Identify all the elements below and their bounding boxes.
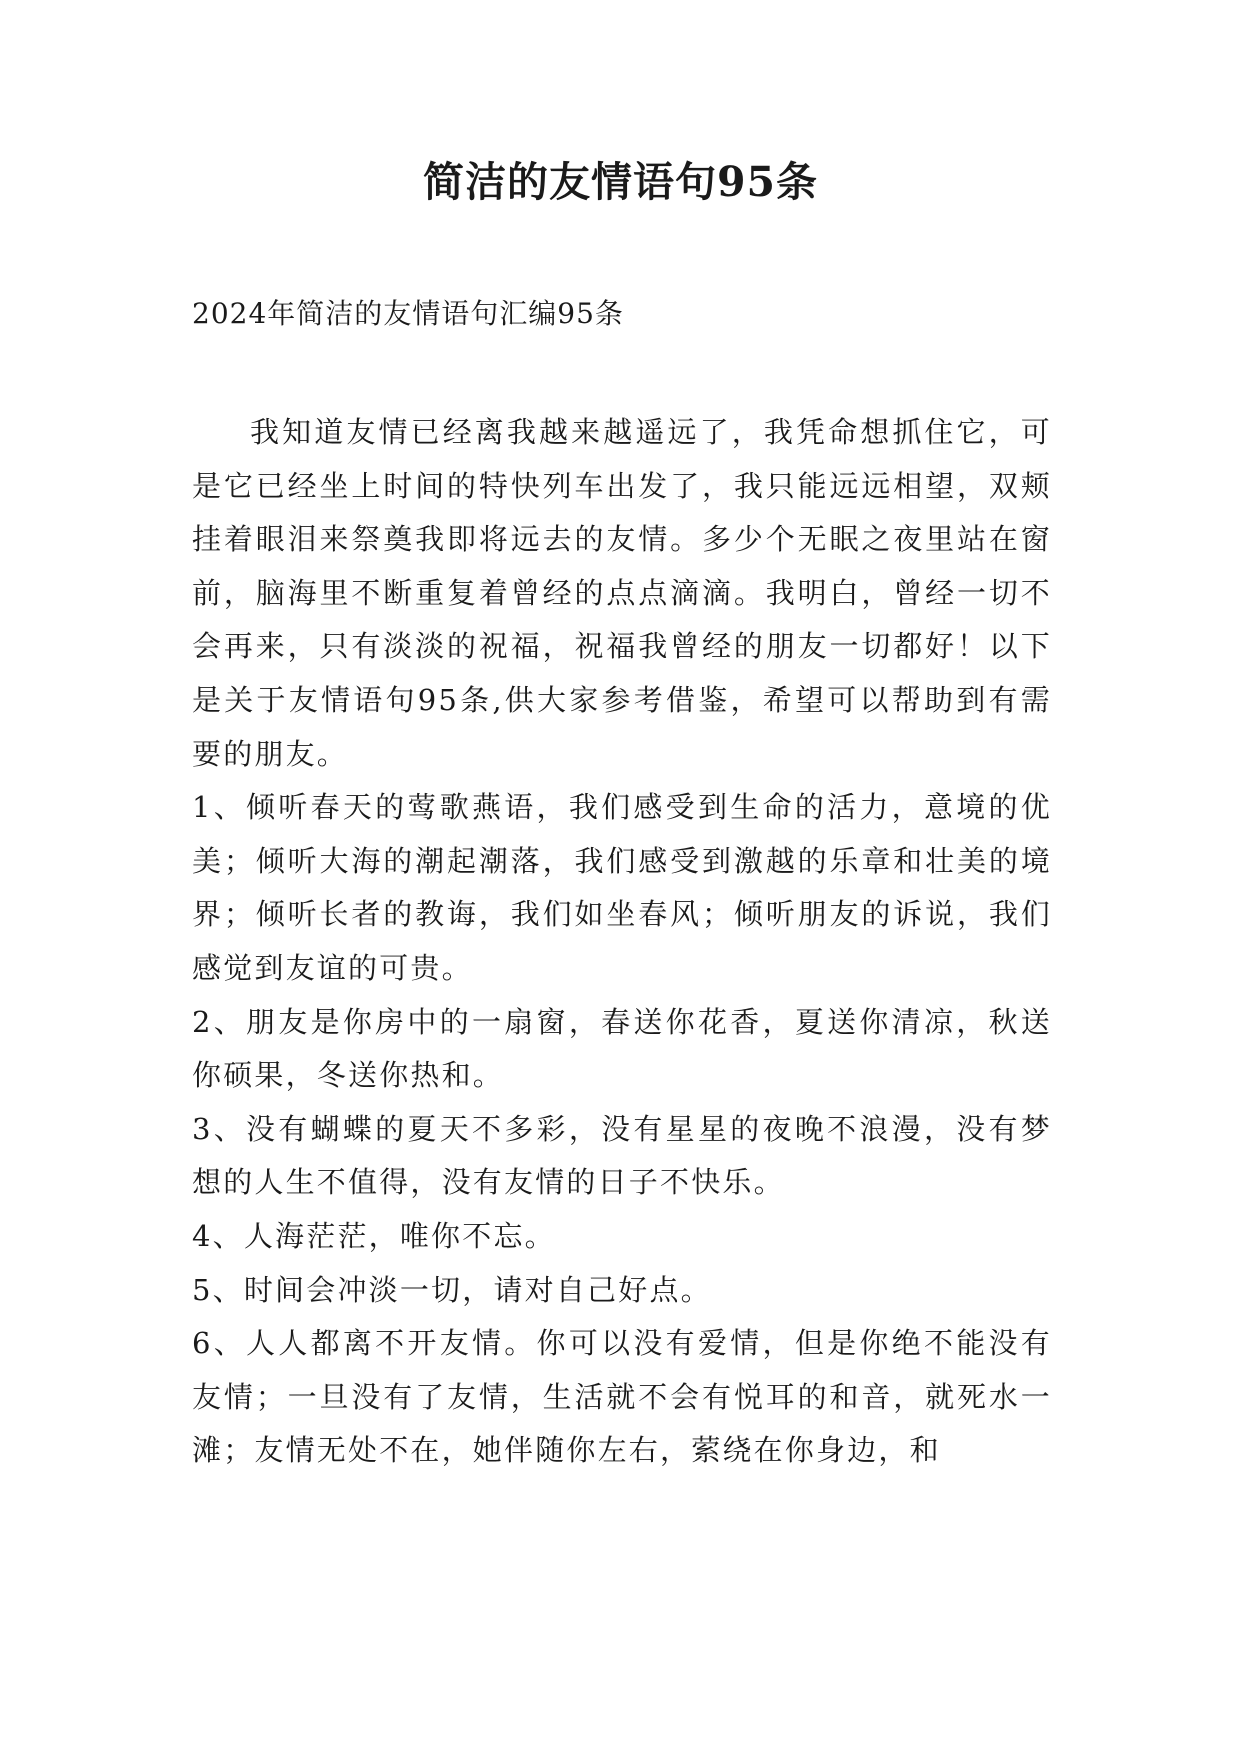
intro-paragraph: 我知道友情已经离我越来越遥远了，我凭命想抓住它，可是它已经坐上时间的特快列车出发了，我只能远远相望，双颊挂着眼泪来祭奠我即将远去的友情。多少个无眠之夜里站在窗前，脑海里不断重复着曾经的点点滴滴。我明白，曾经一切不会再来，只有淡淡的祝福，祝福我曾经的朋友一切都好！以下是关于友情语句95条,供大家参考借鉴，希望可以帮助到有需要的朋友。 [192,415,1052,771]
document-body [192,406,1052,1478]
list-item: 5、时间会冲淡一切，请对自己好点。 [192,1272,712,1307]
list-item: 1、倾听春天的莺歌燕语，我们感受到生命的活力，意境的优美；倾听大海的潮起潮落，我们感受到激越的乐章和壮美的境界；倾听长者的教诲，我们如坐春风；倾听朋友的诉说，我们感觉到友谊的可贵。 [192,790,1052,985]
list-item: 6、人人都离不开友情。你可以没有爱情，但是你绝不能没有友情；一旦没有了友情，生活就不会有悦耳的和音，就死水一滩；友情无处不在，她伴随你左右，萦绕在你身边，和 [192,1326,1052,1468]
list-item: 3、没有蝴蝶的夏天不多彩，没有星星的夜晚不浪漫，没有梦想的人生不值得，没有友情的日子不快乐。 [192,1111,1052,1200]
document-subtitle: 2024年简洁的友情语句汇编95条 [192,297,624,330]
document-title: 简洁的友情语句95条 [422,158,819,206]
list-item: 4、人海茫茫，唯你不忘。 [192,1218,556,1253]
list-item: 2、朋友是你房中的一扇窗，春送你花香，夏送你清凉，秋送你硕果，冬送你热和。 [192,1004,1052,1093]
